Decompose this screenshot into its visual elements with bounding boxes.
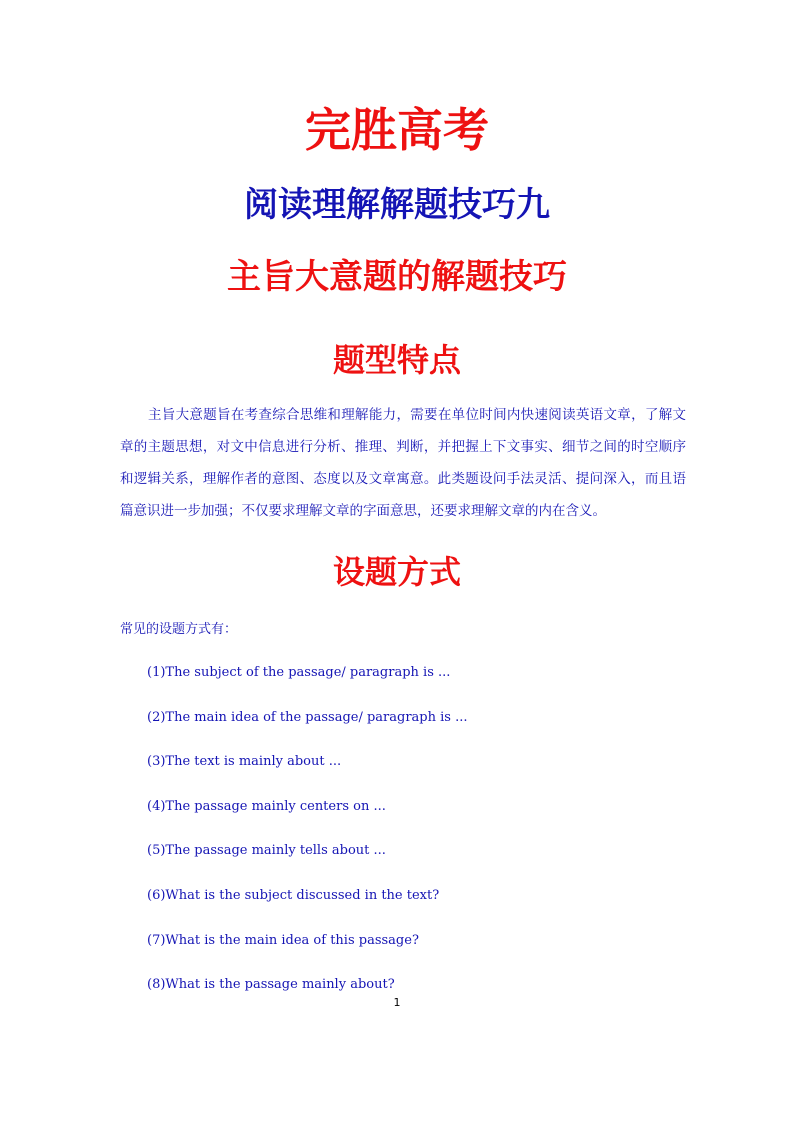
list-item: (5)The passage mainly tells about ...: [147, 843, 386, 859]
list-item: (7)What is the main idea of this passage?: [147, 932, 419, 948]
list-item: (3)The text is mainly about ...: [147, 754, 342, 770]
list-item: (1)The subject of the passage/ paragraph is ...: [147, 665, 451, 680]
list-item: (4)The passage mainly centers on ...: [147, 798, 386, 814]
methods-intro: 常见的设题方式有：: [120, 622, 238, 637]
list-item: (2)The main idea of the passage/ paragraph is ...: [147, 709, 468, 725]
list-item: (8)What is the passage mainly about?: [147, 977, 395, 993]
features-paragraph: 主旨大意题旨在考查综合思维和理解能力，需要在单位时间内快速阅读英语文章，了解文章的主题思想，对文中信息进行分析、推理、判断，并把握上下文事实、细节之间的时空顺序和逻辑关系，理解作者的意图、态度以及文章寓意。此类题设问手法灵活、提问深入，而且语篇意识进一步加强；不仅要求理解文章的字面意思，还要求理解文章的内在含义。: [120, 407, 686, 519]
section-heading-methods: 设题方式: [332, 553, 461, 591]
document-topic: 主旨大意题的解题技巧: [227, 257, 567, 297]
question-stem-list: [147, 661, 467, 1018]
page-number: 1: [393, 996, 401, 1009]
list-item: (6)What is the subject discussed in the text?: [147, 887, 440, 903]
document-title: 完胜高考: [305, 103, 489, 157]
section-heading-features: 题型特点: [332, 341, 461, 379]
document-subtitle: 阅读理解解题技巧九: [244, 185, 550, 225]
